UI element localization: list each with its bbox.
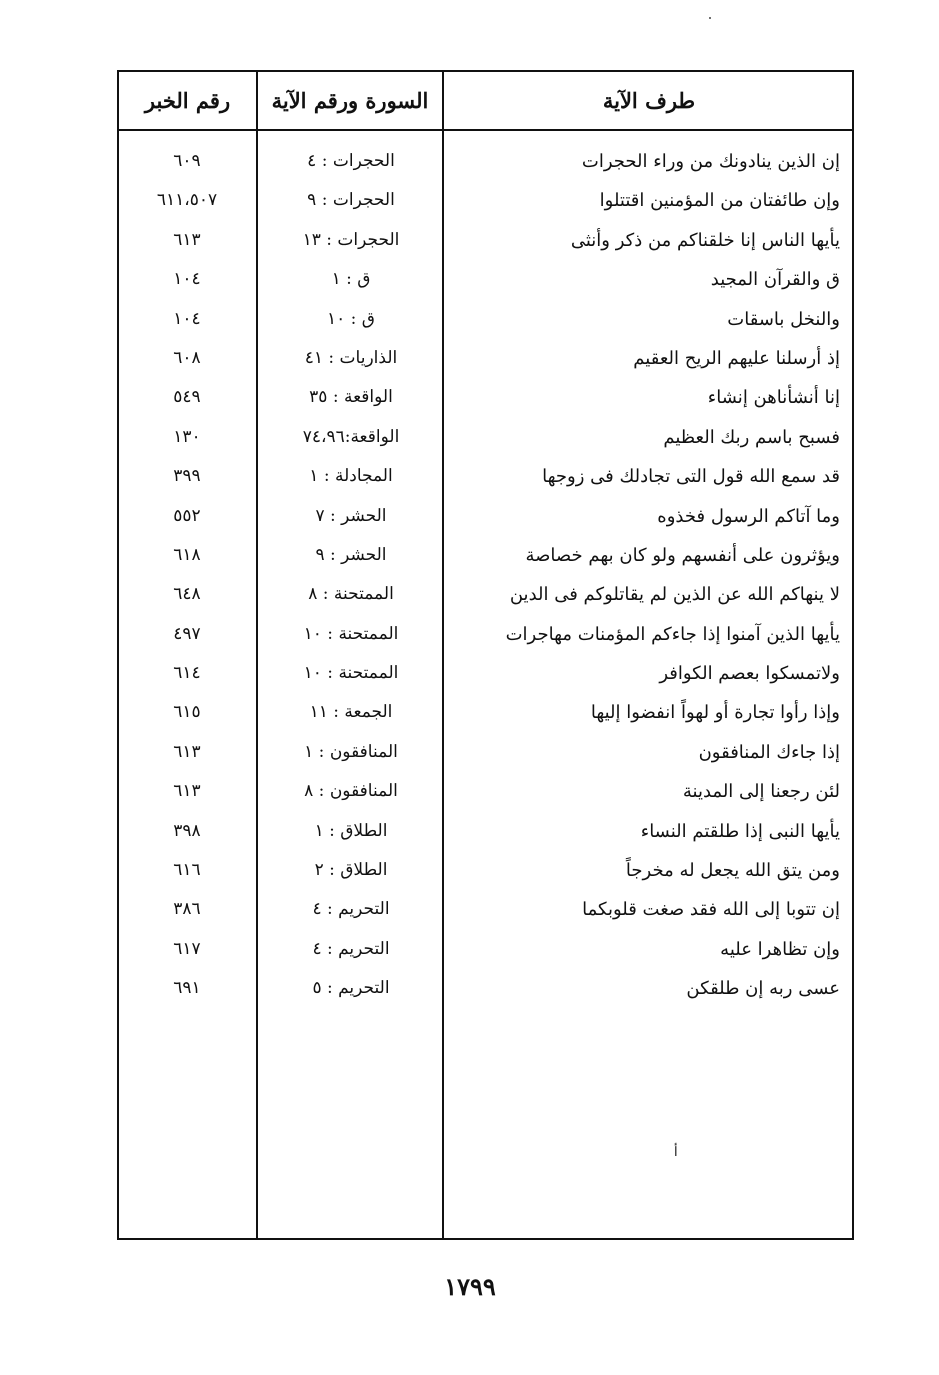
table-row [119,378,852,417]
verse-cell: يأيها الناس إنا خلقناكم من ذكر وأنثى [570,229,840,251]
table-row [119,969,852,1008]
verse-cell: يأيها الذين آمنوا إذا جاءكم المؤمنات مهاجرات [505,623,840,645]
surah-cell: الحشر : ٩ [315,544,387,565]
surah-cell: الذاريات : ٤١ [304,347,398,368]
verse-cell: لا ينهاكم الله عن الذين لم يقاتلوكم فى الدين [509,584,840,606]
table-row [119,733,852,772]
surah-cell: الممتحنة : ١٠ [303,663,399,684]
verse-cell: وما آتاكم الرسول فخذوه [657,505,840,527]
verse-cell: ق والقرآن المجيد [710,269,840,291]
verse-cell: وإن طائفتان من المؤمنين اقتتلوا [599,190,840,212]
table-row [119,221,852,260]
surah-cell: المنافقون : ١ [304,741,398,762]
number-cell: ١٠٤ [173,308,201,329]
surah-cell: الواقعة:٧٤،٩٦ [302,426,400,447]
number-cell: ٦٤٨ [173,584,201,605]
table-row [119,300,852,339]
verse-cell: لئن رجعنا إلى المدينة [682,781,840,803]
number-cell: ١٣٠ [173,426,201,447]
verse-cell: إذا جاءك المنافقون [698,741,840,763]
surah-cell: الحجرات : ١٣ [302,229,400,250]
table-row [119,654,852,693]
surah-cell: ق : ١ [331,269,371,290]
verse-cell: إن تتوبا إلى الله فقد صغت قلوبكما [582,899,840,921]
page-number: ١٧٩٩ [444,1272,496,1301]
table-row [119,142,852,181]
number-cell: ٦١٤ [173,663,201,684]
verse-cell: فسبح باسم ربك العظيم [663,426,840,448]
table-row [119,339,852,378]
surah-cell: الحشر : ٧ [315,505,387,526]
number-cell: ٦١٥ [173,702,201,723]
number-cell: ٥٤٩ [173,387,201,408]
surah-cell: التحريم : ٥ [312,978,390,999]
verse-cell: وإن تظاهرا عليه [720,938,840,960]
number-cell: ٦١١،٥٠٧ [156,190,218,211]
verse-cell: ويؤثرون على أنفسهم ولو كان بهم خصاصة [525,544,840,566]
verse-cell: ومن يتق الله يجعل له مخرجاً [625,860,840,882]
table-row [119,615,852,654]
number-cell: ٦٩١ [173,978,201,999]
header-divider [119,129,852,131]
table-row [119,693,852,732]
verse-cell: قد سمع الله قول التى تجادلك فى زوجها [542,466,840,488]
table-row [119,497,852,536]
surah-cell: المنافقون : ٨ [304,781,398,802]
verse-cell: يأيها النبى إذا طلقتم النساء [640,820,840,842]
number-cell: ٦١٨ [173,544,201,565]
number-cell: ٦١٣ [173,229,201,250]
verse-index-table [117,70,854,1240]
verse-cell: إن الذين ينادونك من وراء الحجرات [581,151,840,172]
surah-cell: الحجرات : ٩ [307,190,395,211]
table-row [119,418,852,457]
number-cell: ٦٠٩ [173,151,201,171]
table-row [119,890,852,929]
surah-cell: الممتحنة : ٨ [308,584,394,605]
number-cell: ٤٩٧ [173,623,201,644]
number-cell: ٦١٧ [173,938,201,959]
table-row [119,851,852,890]
verse-cell: إذ أرسلنا عليهم الريح العقيم [633,347,840,369]
number-cell: ١٠٤ [173,269,201,290]
surah-cell: الممتحنة : ١٠ [303,623,399,644]
surah-cell: التحريم : ٤ [312,899,390,920]
stray-letter-mark: أ [674,1145,678,1160]
header-verse: طرف الآية [602,88,696,113]
number-cell: ٥٥٢ [173,505,201,526]
header-number: رقم الخبر [144,88,231,113]
table-row [119,575,852,614]
number-cell: ٣٩٨ [173,820,201,841]
verse-cell: ولاتمسكوا بعصم الكوافر [659,663,840,685]
number-cell: ٣٨٦ [173,899,201,920]
verse-cell: وإذا رأوا تجارة أو لهواً انفضوا إليها [590,702,840,724]
number-cell: ٣٩٩ [173,466,201,487]
table-row [119,772,852,811]
number-cell: ٦٠٨ [173,347,201,368]
number-cell: ٦١٣ [173,781,201,802]
verse-cell: والنخل باسقات [727,308,840,330]
table-row [119,812,852,851]
table-body [119,142,852,1009]
surah-cell: الحجرات : ٤ [307,151,395,171]
table-row [119,181,852,220]
surah-cell: ق : ١٠ [327,308,375,329]
surah-cell: الطلاق : ٢ [314,860,388,881]
verse-cell: إنا أنشأناهن إنشاء [707,387,840,409]
surah-cell: الطلاق : ١ [314,820,388,841]
table-row [119,930,852,969]
scan-speck [709,17,711,19]
table-row [119,457,852,496]
table-row [119,536,852,575]
header-surah: السورة ورقم الآية [271,88,429,113]
surah-cell: الجمعة : ١١ [309,702,393,723]
surah-cell: المجادلة : ١ [309,466,393,487]
table-row [119,260,852,299]
number-cell: ٦١٦ [173,860,201,881]
verse-cell: عسى ربه إن طلقكن [686,978,840,1000]
number-cell: ٦١٣ [173,741,201,762]
surah-cell: الواقعة : ٣٥ [309,387,393,408]
surah-cell: التحريم : ٤ [312,938,390,959]
